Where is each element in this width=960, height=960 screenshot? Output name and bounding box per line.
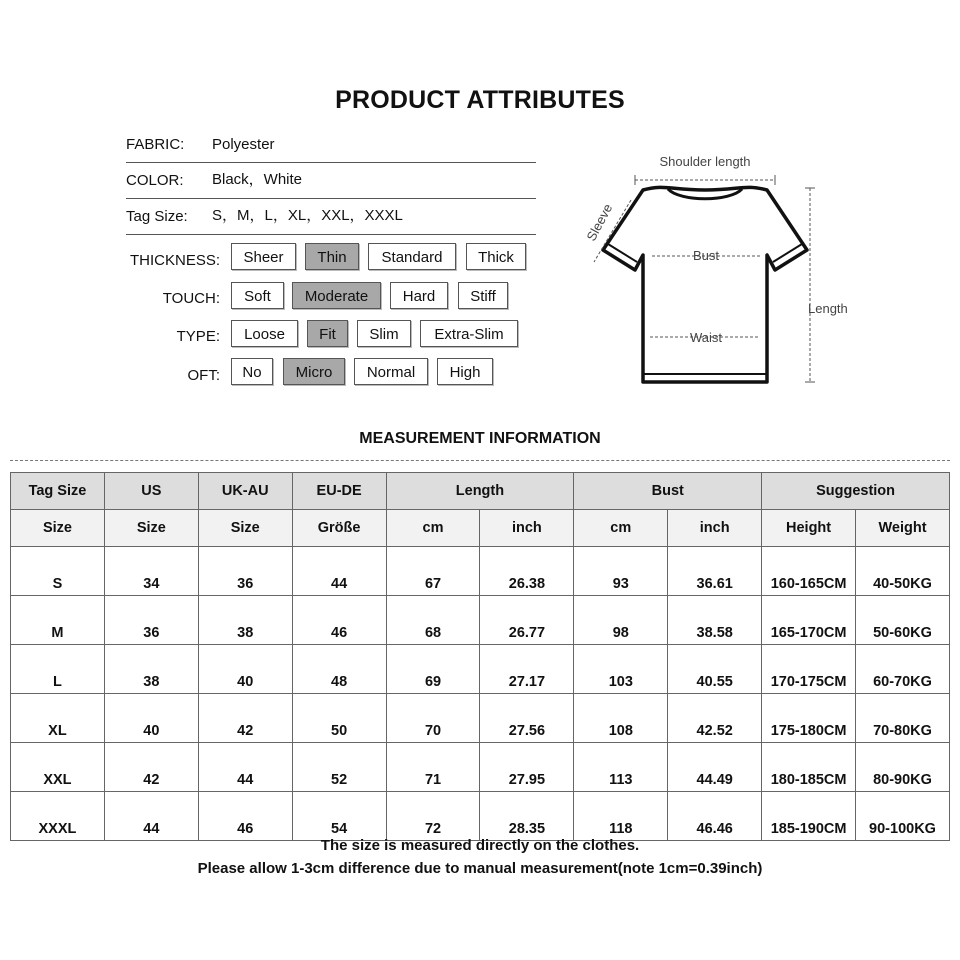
table-row [11,596,950,645]
table-cell: 27.17 [480,645,574,694]
table-cell: 38 [198,596,292,645]
table-cell: 34 [104,547,198,596]
subheader-cell: Size [104,510,198,547]
oft-option-normal: Normal [354,358,428,385]
tag-size-row [126,198,536,235]
table-cell: 36 [198,547,292,596]
table-cell: M [11,596,105,645]
touch-label: TOUCH: [162,290,220,307]
table-cell: 175-180CM [762,694,856,743]
type-option-loose: Loose [231,320,298,347]
tshirt-outline [603,187,807,382]
divider [10,460,950,461]
header-tag-size: Tag Size [11,473,105,510]
table-cell: 98 [574,596,668,645]
table-cell: 28.35 [480,792,574,841]
table-cell: 70-80KG [856,694,950,743]
color-label: COLOR: [126,172,184,189]
table-cell: 40-50KG [856,547,950,596]
subheader-cell: Größe [292,510,386,547]
table-row [11,792,950,841]
table-cell: 46 [292,596,386,645]
subheader-cell: cm [386,510,480,547]
table-cell: 44.49 [668,743,762,792]
table-cell: 42 [198,694,292,743]
header-suggestion: Suggestion [762,473,950,510]
table-cell: 68 [386,596,480,645]
touch-option-hard: Hard [390,282,448,309]
table-cell: 70 [386,694,480,743]
table-cell: 27.95 [480,743,574,792]
page-title: PRODUCT ATTRIBUTES [335,86,625,114]
table-header-row [11,473,950,510]
sleeve-label: Sleeve [583,201,616,244]
type-option-fit: Fit [307,320,348,347]
table-cell: 67 [386,547,480,596]
touch-option-moderate: Moderate [292,282,381,309]
table-cell: 165-170CM [762,596,856,645]
thickness-option-thick: Thick [466,243,526,270]
length-label: Length [808,301,848,316]
oft-option-no: No [231,358,273,385]
type-option-slim: Slim [357,320,411,347]
table-cell: 44 [198,743,292,792]
table-cell: 80-90KG [856,743,950,792]
table-cell: 118 [574,792,668,841]
table-cell: S [11,547,105,596]
table-cell: 36 [104,596,198,645]
tag-size-label: Tag Size: [126,208,188,225]
table-row [11,645,950,694]
tshirt-diagram [570,140,848,400]
table-cell: 48 [292,645,386,694]
header-uk-au: UK-AU [198,473,292,510]
table-cell: L [11,645,105,694]
oft-label: OFT: [187,367,220,384]
table-cell: 69 [386,645,480,694]
table-cell: 60-70KG [856,645,950,694]
table-cell: 170-175CM [762,645,856,694]
table-cell: 46 [198,792,292,841]
table-cell: 38 [104,645,198,694]
table-cell: 50-60KG [856,596,950,645]
subheader-cell: Size [198,510,292,547]
thickness-option-thin: Thin [305,243,359,270]
header-bust: Bust [574,473,762,510]
subheader-cell: inch [668,510,762,547]
measurement-table [10,472,950,841]
table-cell: 103 [574,645,668,694]
table-cell: 108 [574,694,668,743]
note-difference: Please allow 1-3cm difference due to manual measurement(note 1cm=0.39inch) [197,860,763,877]
thickness-label: THICKNESS: [129,252,220,269]
touch-option-stiff: Stiff [458,282,508,309]
bust-label: Bust [692,248,720,263]
color-row [126,162,536,199]
table-cell: 46.46 [668,792,762,841]
table-cell: 42 [104,743,198,792]
color-value: Black，White [212,171,303,188]
table-cell: XXL [11,743,105,792]
oft-option-high: High [437,358,493,385]
tag-size-value: S，M，L，XL，XXL，XXXL [212,207,403,224]
table-cell: 54 [292,792,386,841]
touch-option-soft: Soft [231,282,284,309]
table-cell: 90-100KG [856,792,950,841]
table-cell: 160-165CM [762,547,856,596]
table-cell: 52 [292,743,386,792]
table-cell: XXXL [11,792,105,841]
table-cell: 71 [386,743,480,792]
table-cell: 113 [574,743,668,792]
subheader-cell: inch [480,510,574,547]
measurement-title: MEASUREMENT INFORMATION [359,430,601,447]
type-option-extra-slim: Extra-Slim [420,320,518,347]
table-cell: 50 [292,694,386,743]
subheader-cell: Size [11,510,105,547]
table-cell: 26.38 [480,547,574,596]
oft-option-micro: Micro [283,358,345,385]
waist-label: Waist [689,330,723,345]
table-cell: 180-185CM [762,743,856,792]
thickness-option-sheer: Sheer [231,243,296,270]
table-cell: 40 [104,694,198,743]
shoulder-length-label: Shoulder length [659,154,751,169]
header-length: Length [386,473,574,510]
table-cell: 27.56 [480,694,574,743]
table-cell: 26.77 [480,596,574,645]
table-cell: 44 [292,547,386,596]
table-cell: 40 [198,645,292,694]
table-cell: XL [11,694,105,743]
table-subheader-row [11,510,950,547]
thickness-option-standard: Standard [368,243,456,270]
table-cell: 38.58 [668,596,762,645]
fabric-label: FABRIC: [126,136,185,153]
note-measured: The size is measured directly on the clothes. [320,837,640,854]
table-cell: 44 [104,792,198,841]
subheader-cell: cm [574,510,668,547]
table-cell: 36.61 [668,547,762,596]
table-cell: 42.52 [668,694,762,743]
header-us: US [104,473,198,510]
subheader-cell: Height [762,510,856,547]
fabric-value: Polyester [212,136,275,153]
type-label: TYPE: [176,328,220,345]
subheader-cell: Weight [856,510,950,547]
table-cell: 40.55 [668,645,762,694]
table-row [11,743,950,792]
header-eu-de: EU-DE [292,473,386,510]
table-cell: 93 [574,547,668,596]
fabric-row [126,126,536,163]
table-cell: 72 [386,792,480,841]
table-cell: 185-190CM [762,792,856,841]
table-row [11,547,950,596]
table-row [11,694,950,743]
